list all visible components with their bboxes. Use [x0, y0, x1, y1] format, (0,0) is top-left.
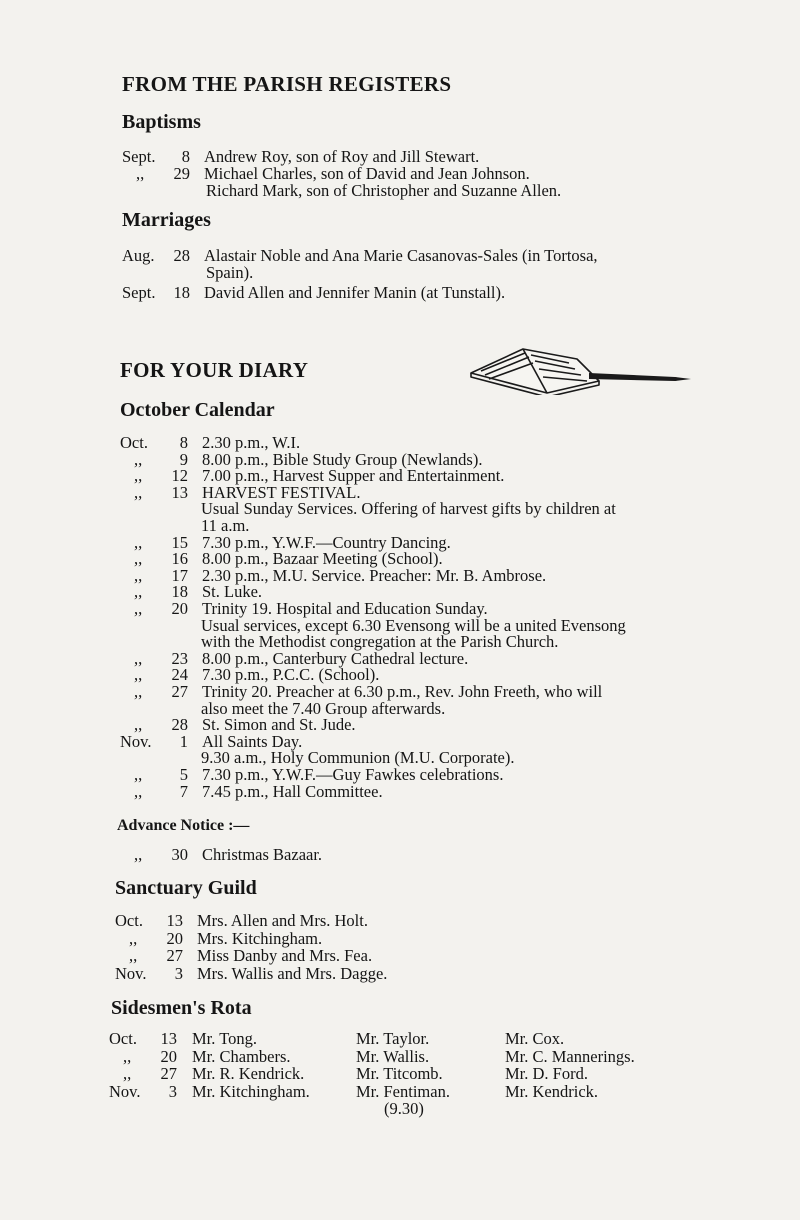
list-item: ,, 16 8.00 p.m., Bazaar Meeting (School).	[134, 549, 443, 569]
list-item: ,, 27 Trinity 20. Preacher at 6.30 p.m., Rev. John Freeth, who will	[134, 682, 603, 701]
list-item: Usual services, except 6.30 Evensong will be a united Evensong	[201, 615, 626, 635]
list-item: ,, 20 Trinity 19. Hospital and Education Sunday.	[134, 599, 488, 618]
list-item: 11 a.m.	[201, 516, 250, 535]
october-calendar-title: October Calendar	[120, 399, 275, 421]
list-item: Sept. 18 David Allen and Jennifer Manin (at Tunstall).	[122, 283, 506, 302]
sanctuary-guild-title: Sanctuary Guild	[115, 877, 257, 899]
list-item: Oct. 13 Mrs. Allen and Mrs. Holt.	[115, 911, 368, 930]
list-item: Spain).	[206, 263, 254, 282]
baptisms-title: Baptisms	[122, 111, 201, 133]
list-item: ,, 12 7.00 p.m., Harvest Supper and Entertainment.	[134, 466, 505, 486]
registers-title: FROM THE PARISH REGISTERS	[122, 72, 452, 96]
list-item: Nov. 1 All Saints Day.	[120, 731, 303, 751]
table-row: Nov. 3	[109, 1081, 177, 1101]
list-item: ,, 9 8.00 p.m., Bible Study Group (Newlands).	[134, 449, 483, 469]
list-item: ,, 24 7.30 p.m., P.C.C. (School).	[134, 665, 380, 685]
list-item: ,, 17 2.30 p.m., M.U. Service. Preacher: Mr. B. Ambrose.	[134, 565, 547, 585]
sidesmen-column-2: Mr. Taylor. Mr. Wallis. Mr. Titcomb. Mr. Fentiman. (9.30)	[356, 1029, 450, 1118]
list-item: Richard Mark, son of Christopher and Suzanne Allen.	[206, 181, 562, 200]
diary-book-icon	[467, 343, 692, 395]
sidesmen-dates	[109, 1030, 191, 1100]
list-item: ,, 29 Michael Charles, son of David and Jean Johnson.	[136, 164, 530, 183]
list-item: with the Methodist congregation at the Parish Church.	[201, 632, 559, 652]
list-item: ,, 30 Christmas Bazaar.	[134, 845, 323, 864]
sidesmen-column-1: Mr. Tong. Mr. Chambers. Mr. R. Kendrick. Mr. Kitchingham.	[192, 1029, 310, 1101]
list-item: ,, 20 Mrs. Kitchingham.	[129, 928, 323, 948]
list-item: ,, 13 HARVEST FESTIVAL.	[134, 482, 361, 502]
table-row: Oct. 13	[109, 1029, 177, 1048]
list-item: Usual Sunday Services. Offering of harvest gifts by children at	[201, 499, 616, 519]
diary-title: FOR YOUR DIARY	[120, 358, 309, 382]
list-item: ,, 7 7.45 p.m., Hall Committee.	[134, 781, 383, 801]
list-item: 9.30 a.m., Holy Communion (M.U. Corporate).	[201, 748, 515, 768]
list-item: Sept. 8 Andrew Roy, son of Roy and Jill Stewart.	[122, 147, 480, 166]
list-item: ,, 27 Miss Danby and Mrs. Fea.	[129, 946, 373, 966]
list-item: Oct. 8 2.30 p.m., W.I.	[120, 433, 301, 452]
table-row: ,, 27	[123, 1064, 177, 1083]
list-item: ,, 28 St. Simon and St. Jude.	[134, 715, 356, 735]
list-item: ,, 15 7.30 p.m., Y.W.F.—Country Dancing.	[134, 532, 451, 552]
time-note: (9.30)	[384, 1099, 424, 1118]
list-item: ,, 23 8.00 p.m., Canterbury Cathedral lecture.	[134, 648, 469, 668]
list-item: Aug. 28 Alastair Noble and Ana Marie Casanovas-Sales (in Tortosa,	[122, 246, 598, 265]
sidesmen-rota-title: Sidesmen's Rota	[111, 997, 252, 1019]
list-item: ,, 18 St. Luke.	[134, 582, 263, 602]
list-item: also meet the 7.40 Group afterwards.	[201, 698, 446, 718]
list-item: Nov. 3 Mrs. Wallis and Mrs. Dagge.	[115, 963, 388, 983]
table-row: ,, 20	[123, 1046, 177, 1066]
sidesmen-column-3: Mr. Cox. Mr. C. Mannerings. Mr. D. Ford. Mr. Kendrick.	[505, 1029, 635, 1101]
marriages-title: Marriages	[122, 209, 211, 231]
list-item: ,, 5 7.30 p.m., Y.W.F.—Guy Fawkes celebrations.	[134, 765, 504, 784]
advance-notice-title: Advance Notice :—	[117, 817, 250, 834]
